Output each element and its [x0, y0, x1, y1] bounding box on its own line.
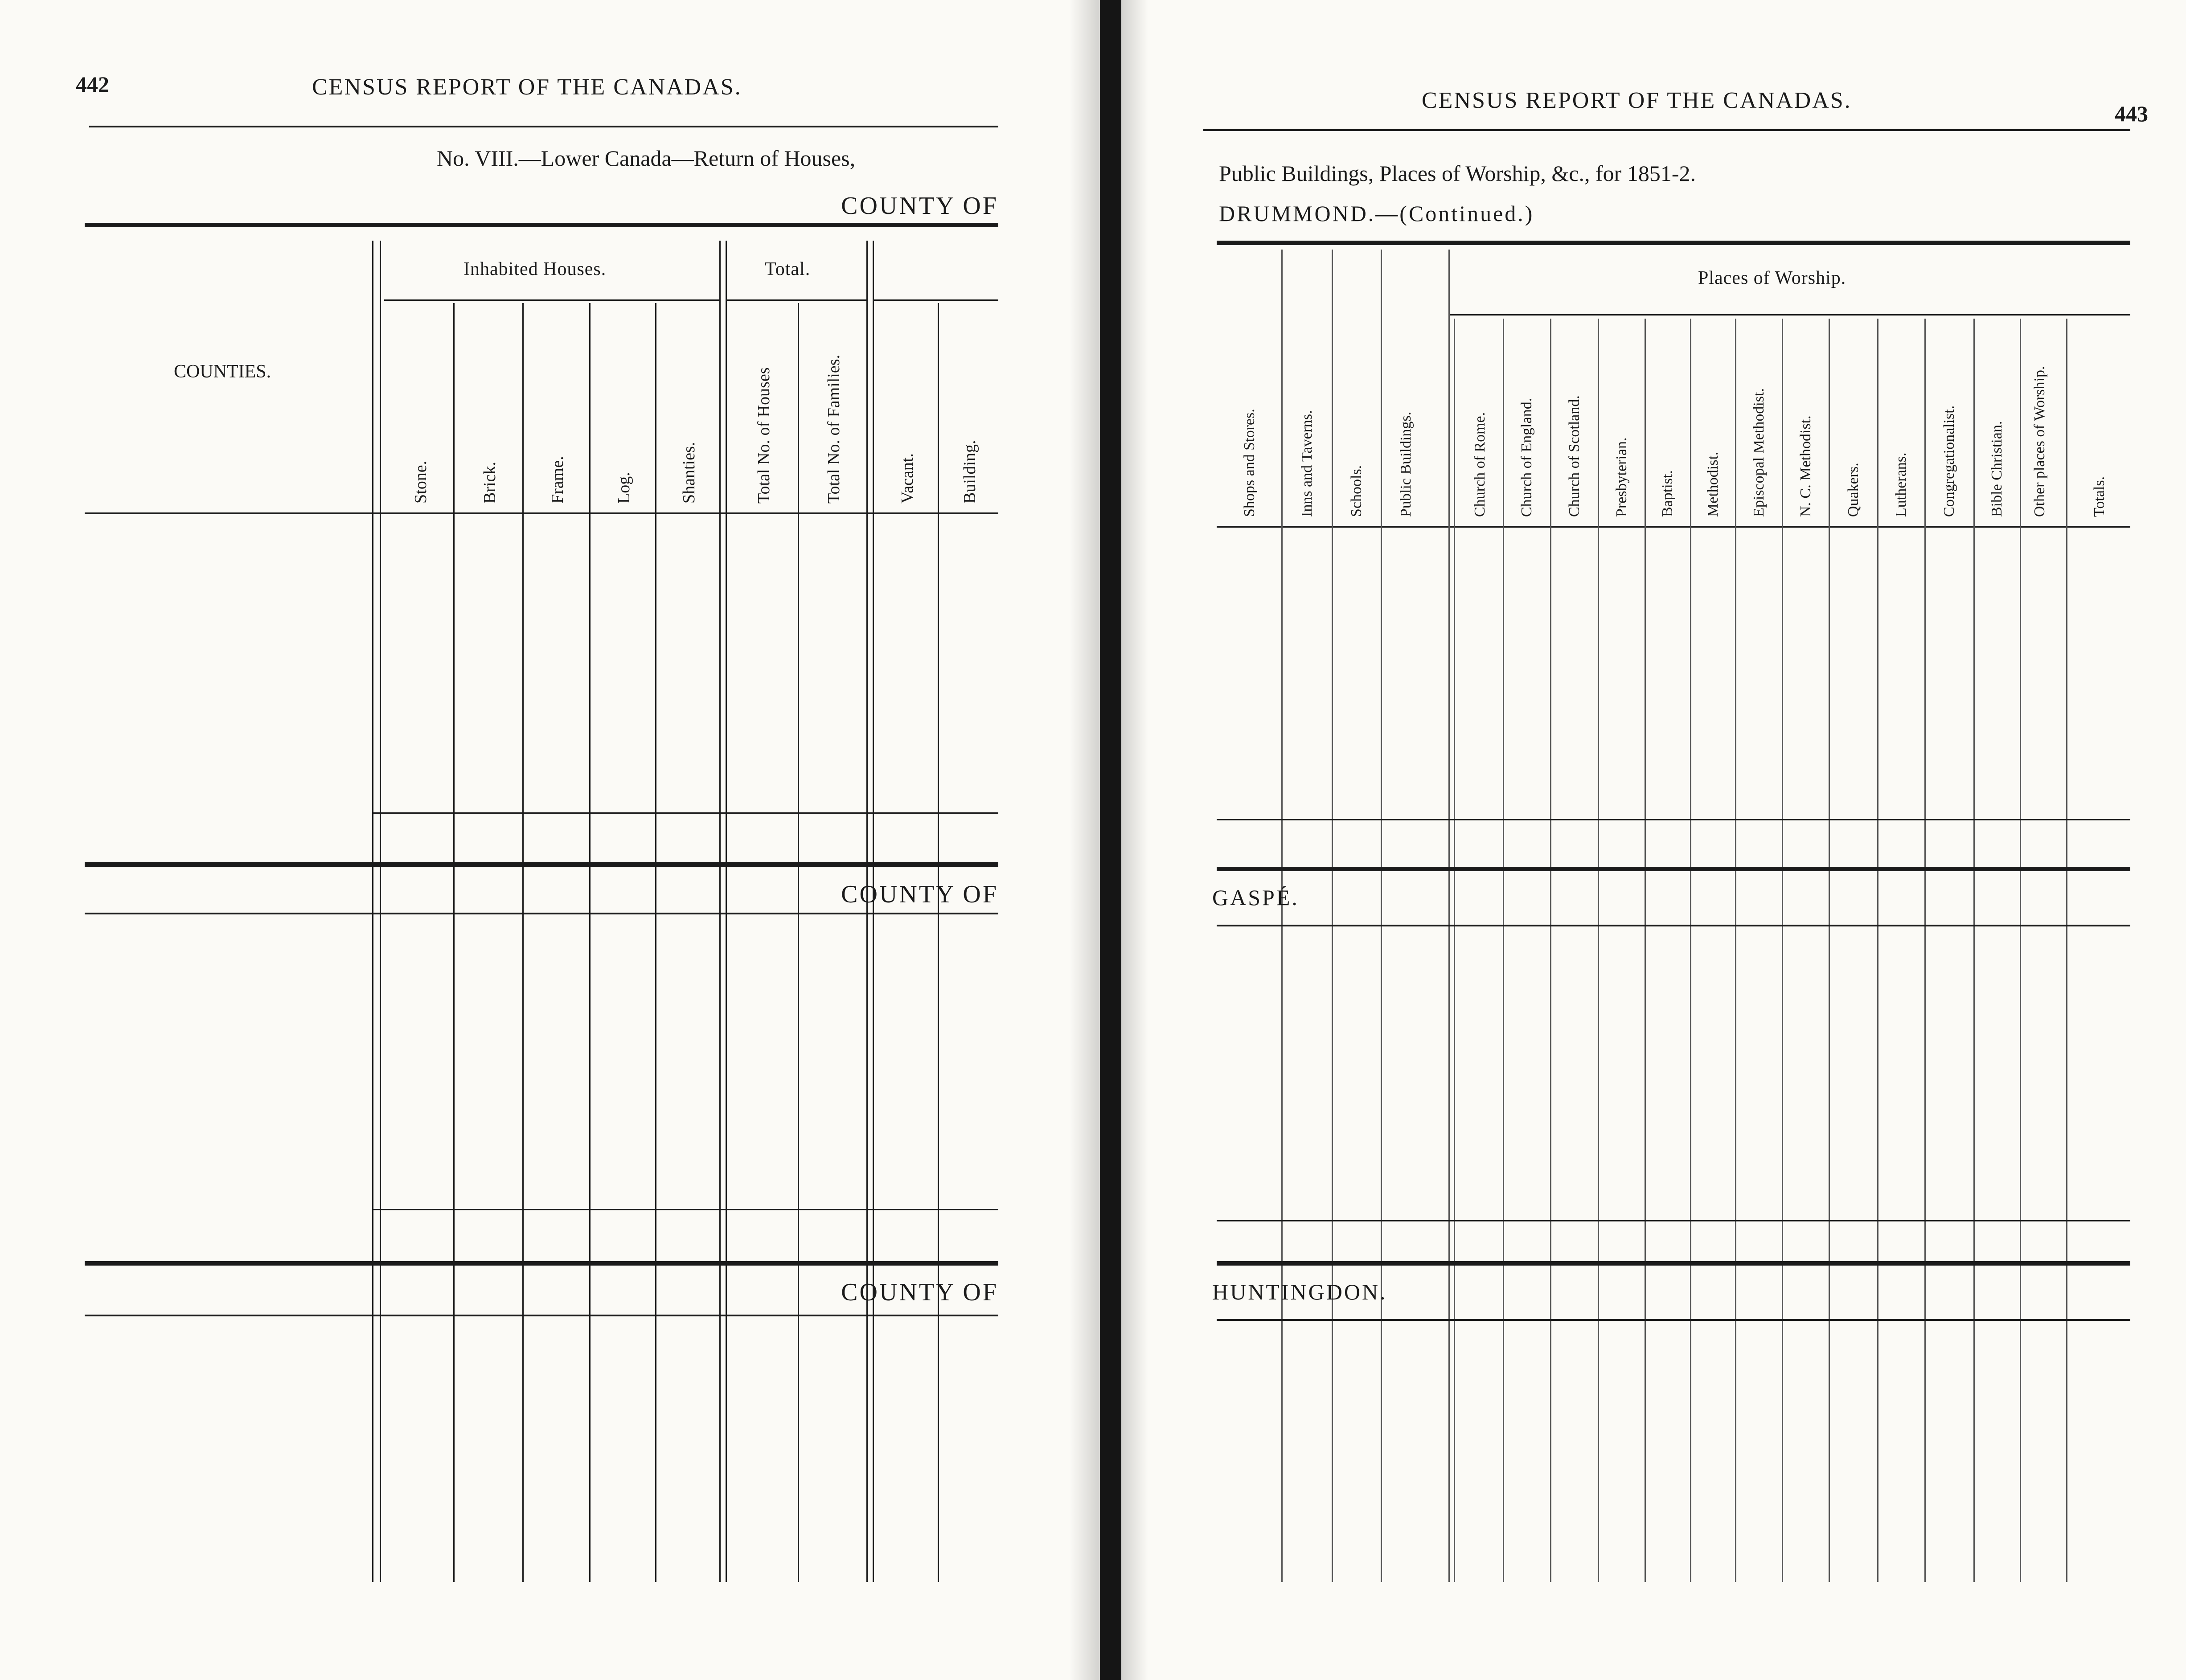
column-rule	[1973, 319, 1975, 1582]
running-head-left: CENSUS REPORT OF THE CANADAS.	[312, 74, 742, 100]
column-rule	[589, 303, 591, 1582]
column-header-right: Shops and Stores.	[1241, 409, 1258, 517]
column-header-right: Other places of Worship.	[2031, 366, 2048, 517]
column-rule	[1829, 319, 1830, 1582]
rule-header-bottom-right	[1217, 526, 2130, 528]
county-heading-1: COUNTY OF	[841, 192, 998, 220]
rule-right-section-1-end	[1217, 867, 2130, 871]
county-heading-3: COUNTY OF	[841, 1278, 998, 1306]
rule-group-total	[726, 299, 866, 301]
rule-table-top-right	[1217, 241, 2130, 245]
column-rule	[798, 303, 799, 1582]
column-header-right: Public Buildings.	[1398, 411, 1414, 517]
column-rule	[655, 303, 656, 1582]
group-inhabited-houses: Inhabited Houses.	[463, 259, 607, 279]
group-places-of-worship: Places of Worship.	[1698, 268, 1846, 288]
column-header-right: Baptist.	[1659, 470, 1676, 517]
column-header-left: Total No. of Houses	[755, 367, 773, 504]
column-rule	[1645, 319, 1646, 1582]
column-header-right: Schools.	[1348, 465, 1365, 517]
column-header-right: Lutherans.	[1893, 452, 1909, 517]
column-rule	[938, 303, 939, 1582]
column-rule	[1550, 319, 1551, 1582]
spine-shadow-right	[1121, 0, 1148, 1680]
column-header-right: Congregationalist.	[1941, 405, 1957, 517]
column-header-left: Vacant.	[898, 453, 917, 504]
column-rule	[873, 241, 874, 1582]
page-number-left: 442	[76, 72, 109, 97]
column-rule	[1735, 319, 1736, 1582]
rule-section-3-top	[85, 1315, 998, 1316]
rule-section-2-end	[85, 1261, 998, 1266]
column-header-right: Church of England.	[1518, 397, 1535, 517]
column-header-left: Building.	[960, 440, 979, 504]
rule-header-bottom-left	[85, 512, 998, 514]
column-rule	[866, 241, 868, 1582]
rule-group-inhabited	[384, 299, 719, 301]
column-header-right: Quakers.	[1845, 463, 1862, 517]
column-rule	[1332, 250, 1333, 1582]
column-header-left: Frame.	[548, 456, 567, 504]
column-rule	[1503, 319, 1504, 1582]
table-caption-left: No. VIII.—Lower Canada—Return of Houses,	[437, 146, 856, 171]
column-header-left: Stone.	[411, 460, 430, 504]
column-header-right: N. C. Methodist.	[1797, 415, 1814, 517]
column-header-right: Totals.	[2091, 476, 2108, 517]
column-header-right: Inns and Taverns.	[1298, 410, 1315, 517]
rule-group-worship	[1448, 314, 2130, 316]
county-huntingdon: HUNTINGDON.	[1212, 1279, 1387, 1304]
column-rule	[453, 303, 455, 1582]
rule-right-section-2-end	[1217, 1261, 2130, 1266]
row-header: COUNTIES.	[174, 361, 271, 382]
column-rule	[1782, 319, 1783, 1582]
rule-section-1-end	[85, 862, 998, 867]
column-rule	[1598, 319, 1599, 1582]
column-header-right: Church of Rome.	[1472, 412, 1488, 517]
column-header-right: Episcopal Methodist.	[1750, 388, 1767, 517]
rule-top-right	[1203, 129, 2130, 131]
column-header-left: Shanties.	[680, 442, 698, 504]
rule-above-total	[372, 1209, 998, 1210]
column-rule	[1924, 319, 1926, 1582]
table-caption-right: Public Buildings, Places of Worship, &c., for 1851-2.	[1219, 161, 1696, 186]
rule-table-top-left	[85, 223, 998, 227]
running-head-right: CENSUS REPORT OF THE CANADAS.	[1422, 88, 1852, 113]
column-rule	[1281, 250, 1283, 1582]
column-header-right: Presbyterian.	[1613, 437, 1630, 517]
rule-group-vacant	[874, 299, 998, 301]
column-rule	[719, 241, 721, 1582]
rule-above-total	[1217, 1220, 2130, 1221]
column-rule	[1381, 250, 1382, 1582]
county-drummond-continued: DRUMMOND.—(Continued.)	[1219, 201, 1534, 226]
column-rule	[372, 241, 373, 1582]
rule-section-2-top	[85, 913, 998, 914]
column-header-left: Total No. of Families.	[824, 354, 843, 504]
column-header-left: Brick.	[480, 462, 499, 504]
rule-above-total	[1217, 819, 2130, 820]
column-rule	[2066, 319, 2067, 1582]
county-heading-2: COUNTY OF	[841, 881, 998, 908]
rule-top-left	[89, 126, 998, 127]
column-header-left: Log.	[615, 472, 633, 504]
column-rule	[380, 241, 381, 1582]
column-rule	[1877, 319, 1878, 1582]
spine-shadow-left	[1070, 0, 1100, 1680]
rule-right-section-3-top	[1217, 1319, 2130, 1321]
column-rule	[1454, 319, 1455, 1582]
column-rule	[2020, 319, 2021, 1582]
county-gaspe: GASPÉ.	[1212, 885, 1299, 910]
column-rule	[1690, 319, 1691, 1582]
column-rule	[726, 241, 727, 1582]
group-total: Total.	[765, 259, 811, 279]
column-header-right: Methodist.	[1704, 451, 1721, 517]
page-number-right: 443	[2115, 101, 2148, 126]
column-header-right: Church of Scotland.	[1566, 395, 1583, 517]
column-rule	[522, 303, 524, 1582]
column-header-right: Bible Christian.	[1989, 421, 2005, 517]
book-spine	[1100, 0, 1121, 1680]
rule-right-section-2-top	[1217, 925, 2130, 926]
rule-above-total	[372, 812, 998, 814]
column-rule	[1448, 250, 1450, 1582]
